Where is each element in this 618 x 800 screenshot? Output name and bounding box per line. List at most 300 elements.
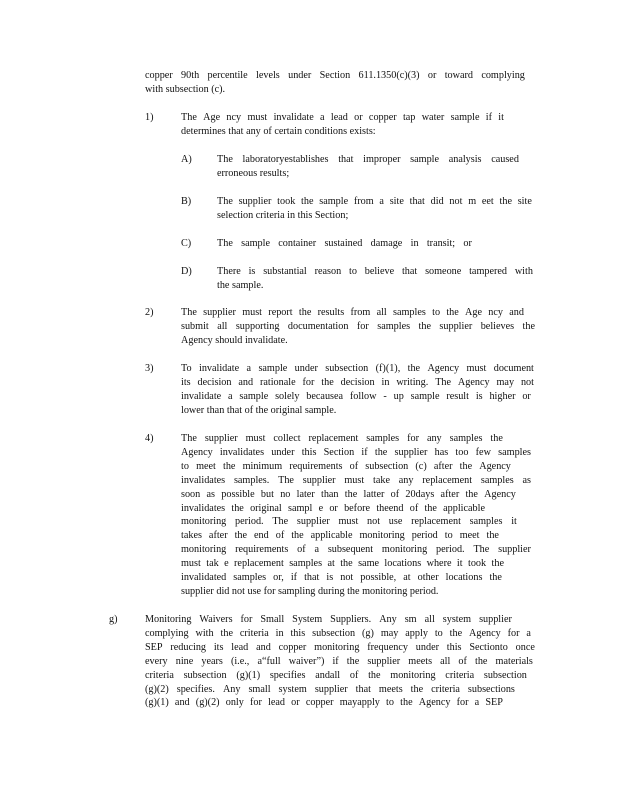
word: invalidated	[181, 572, 227, 584]
word: small	[248, 683, 271, 695]
word: a“full	[257, 655, 281, 667]
word: that	[304, 572, 320, 584]
word: that	[409, 196, 425, 207]
word: the	[499, 196, 512, 207]
word: to	[444, 530, 453, 542]
word: the	[301, 196, 314, 207]
word: and	[174, 697, 190, 709]
word: subsequent	[327, 544, 374, 556]
text-line	[181, 515, 517, 529]
word: (i.e.,	[230, 655, 250, 667]
word: (g)	[362, 627, 374, 639]
text-line	[217, 265, 533, 279]
word: supplier	[394, 446, 428, 458]
word: applicable	[443, 502, 485, 514]
word: that	[401, 266, 418, 277]
word: the	[220, 627, 233, 639]
item-4-text	[181, 432, 531, 599]
word: use	[388, 516, 403, 528]
word: up	[393, 390, 404, 402]
word: System	[292, 614, 323, 625]
text-line	[145, 655, 533, 669]
word: sample	[450, 112, 480, 123]
word: The	[181, 112, 197, 123]
word: nine	[175, 655, 194, 667]
word: supplier	[302, 474, 336, 486]
word: replacement	[411, 516, 461, 528]
word: the	[346, 655, 360, 667]
word: must	[245, 433, 266, 444]
word: invalidates	[219, 446, 265, 458]
word: and	[238, 376, 254, 388]
word: Section	[323, 446, 355, 458]
word: copper	[368, 112, 397, 123]
word: toward	[444, 70, 473, 81]
word: must	[466, 363, 487, 374]
word: result	[446, 390, 469, 402]
word: for	[240, 614, 253, 625]
word: writing.	[396, 376, 429, 388]
word: reducing	[170, 641, 207, 653]
word: monitoring	[359, 530, 405, 542]
word: tampered	[469, 266, 507, 277]
word: of	[297, 544, 306, 556]
word: samples	[393, 307, 426, 318]
word: where	[426, 558, 452, 570]
word: took	[467, 558, 487, 570]
word: subsections	[467, 683, 515, 695]
word: replacement	[234, 558, 284, 570]
word: site	[389, 196, 404, 207]
word: a	[379, 196, 384, 207]
word: solely	[275, 390, 300, 402]
text-line	[217, 237, 472, 251]
word: applicable	[310, 530, 353, 542]
word: the	[407, 363, 421, 374]
word: or	[522, 390, 531, 402]
word: samples	[366, 433, 400, 444]
item-1-marker: 1)	[145, 112, 154, 123]
word: documentation	[287, 320, 349, 332]
word: theend	[376, 502, 404, 514]
word: must	[181, 558, 201, 570]
word: levels	[256, 70, 280, 81]
word: possible	[221, 488, 255, 500]
word: not	[367, 516, 381, 528]
word: document	[493, 363, 534, 374]
word: the	[486, 530, 499, 542]
text-line	[181, 376, 534, 390]
word: latter	[363, 488, 385, 500]
word: sample	[319, 196, 349, 207]
word: meets	[378, 683, 403, 695]
word: the	[340, 558, 353, 570]
word: supporting	[235, 320, 280, 332]
word: than	[320, 488, 339, 500]
word: the	[446, 307, 459, 318]
word: supplier	[498, 544, 531, 556]
word: if	[332, 655, 339, 667]
word: subsection	[483, 669, 527, 681]
word: possible,	[360, 572, 397, 584]
word: of	[409, 502, 419, 514]
word: 20days	[405, 488, 435, 500]
word: of	[458, 655, 467, 667]
word: invalidate	[273, 112, 314, 123]
word: monitoring	[181, 516, 227, 528]
word: as	[206, 488, 215, 500]
word: 90th	[181, 70, 200, 81]
word: criteria	[445, 669, 475, 681]
word: locations	[445, 572, 483, 584]
text-line: erroneous results;	[217, 167, 290, 179]
word: sample	[241, 238, 270, 249]
word: period.	[235, 516, 264, 528]
word: is	[326, 572, 334, 584]
word: the	[291, 530, 304, 542]
word: replacement	[422, 474, 473, 486]
word: period.	[436, 544, 465, 556]
text-line	[181, 390, 531, 404]
word: or	[354, 112, 363, 123]
text-line: determines that any of certain conditions exists:	[181, 125, 376, 137]
word: in	[410, 238, 419, 249]
text-line	[145, 627, 531, 641]
word: the	[374, 446, 388, 458]
word: Agency	[469, 627, 501, 639]
word: monitoring	[181, 544, 227, 556]
word: all	[217, 320, 228, 332]
word: invalidate	[198, 363, 240, 374]
word: samples	[498, 446, 531, 458]
text-line: Agency should invalidate.	[181, 334, 288, 346]
word: e	[224, 558, 229, 570]
word: caused	[491, 154, 519, 165]
item-3-marker: 3)	[145, 363, 154, 374]
word: Waivers	[199, 614, 233, 625]
word: the	[321, 376, 334, 388]
word: The	[272, 516, 289, 528]
word: Any	[222, 683, 241, 695]
subitem-c-marker: C)	[181, 238, 192, 249]
word: the	[491, 558, 504, 570]
word: damage	[370, 238, 403, 249]
word: under	[288, 70, 312, 81]
word: follow	[349, 390, 377, 402]
word: for	[507, 627, 520, 639]
text-line	[181, 320, 535, 334]
word: invalidates	[181, 502, 226, 514]
word: meet	[459, 530, 480, 542]
word: The	[181, 433, 197, 444]
word: specifies.	[176, 683, 215, 695]
word: the	[522, 320, 535, 332]
subitem-b-marker: B)	[181, 196, 192, 207]
word: Age	[465, 307, 483, 318]
word: other	[417, 572, 439, 584]
word: the	[449, 627, 463, 639]
text-line	[145, 613, 512, 627]
text-line	[181, 111, 504, 125]
word: took	[277, 196, 296, 207]
word: copper	[145, 70, 173, 81]
word: complying	[145, 627, 189, 639]
word: with	[195, 627, 214, 639]
word: waiver”)	[288, 655, 325, 667]
word: sample	[258, 363, 288, 374]
word: of	[349, 460, 359, 472]
word: supplier	[204, 433, 238, 444]
word: sample	[239, 390, 269, 402]
word: of	[349, 669, 359, 681]
word: requirements	[289, 460, 343, 472]
word: Any	[379, 614, 397, 625]
word: the	[368, 669, 381, 681]
word: 611.1350(c)(3)	[358, 70, 420, 81]
word: decision	[197, 376, 232, 388]
word: all	[376, 307, 387, 318]
word: to	[432, 307, 441, 318]
word: in	[381, 376, 390, 388]
word: system	[442, 614, 472, 625]
subitem-a-text	[217, 153, 519, 181]
text-line	[181, 446, 531, 460]
word: meets	[408, 655, 433, 667]
word: it	[511, 516, 517, 528]
word: sustained	[324, 238, 363, 249]
word: as	[522, 474, 531, 486]
word: SEP	[145, 641, 163, 653]
word: but	[260, 488, 274, 500]
word: a	[474, 697, 480, 709]
word: samples.	[233, 474, 270, 486]
word: not	[520, 376, 534, 388]
word: lead	[330, 112, 348, 123]
text-line	[145, 696, 503, 710]
word: system	[278, 683, 307, 695]
word: subsection	[325, 363, 369, 374]
text-line	[181, 571, 502, 585]
word: this	[301, 446, 317, 458]
text-line	[181, 488, 516, 502]
word: subsection	[365, 460, 409, 472]
item-g-text	[145, 613, 535, 710]
word: samples	[289, 558, 323, 570]
word: a	[526, 627, 531, 639]
word: same	[358, 558, 380, 570]
word: if	[485, 112, 492, 123]
word: invalidates	[181, 474, 226, 486]
word: is	[475, 390, 483, 402]
word: or,	[273, 572, 284, 584]
word: (c)	[415, 460, 427, 472]
word: the	[475, 655, 488, 667]
word: (g)(2)	[145, 683, 169, 695]
word: under	[271, 446, 295, 458]
word: must	[338, 516, 359, 528]
item-g-marker: g)	[109, 614, 118, 625]
word: Section	[319, 70, 351, 81]
text-line	[145, 69, 525, 83]
word: may	[496, 376, 515, 388]
word: that	[338, 154, 354, 165]
word: The	[435, 376, 452, 388]
word: sample	[410, 390, 440, 402]
word: SEP	[485, 697, 503, 709]
word: The	[217, 154, 233, 165]
word: copper	[305, 697, 334, 709]
word: tap	[402, 112, 416, 123]
word: To	[181, 363, 192, 374]
word: believes	[480, 320, 515, 332]
word: (g)(2)	[195, 697, 220, 709]
word: Agency	[457, 376, 490, 388]
word: The	[473, 544, 490, 556]
word: supplier	[367, 655, 401, 667]
word: submit	[181, 320, 209, 332]
word: all	[440, 655, 451, 667]
word: tak	[206, 558, 219, 570]
word: any	[398, 474, 414, 486]
word: sampl	[287, 502, 313, 514]
word: no	[280, 488, 291, 500]
word: water	[421, 112, 445, 123]
word: eet	[481, 196, 494, 207]
word: Age	[203, 112, 221, 123]
word: the	[344, 488, 358, 500]
word: subsection	[183, 669, 227, 681]
word: mayapply	[339, 697, 380, 709]
word: Agency	[484, 488, 516, 500]
word: end	[254, 530, 269, 542]
word: under	[415, 641, 439, 653]
word: later	[296, 488, 315, 500]
text-line	[145, 641, 535, 655]
word: supplier	[439, 320, 473, 332]
word: for	[456, 697, 469, 709]
word: The	[217, 238, 233, 249]
item-3-text	[181, 362, 534, 418]
word: the	[400, 697, 413, 709]
word: a	[228, 390, 233, 402]
word: supplier	[238, 196, 272, 207]
word: Sectionto	[469, 641, 508, 653]
word: reason	[314, 266, 342, 277]
word: substantial	[263, 266, 307, 277]
word: any	[426, 433, 442, 444]
word: becausea	[306, 390, 344, 402]
word: the	[234, 530, 248, 542]
word: transit;	[426, 238, 456, 249]
word: take	[373, 474, 390, 486]
text-line: with subsection (c).	[145, 83, 226, 95]
word: and	[509, 307, 524, 318]
word: supplier	[479, 614, 512, 625]
word: has	[434, 446, 449, 458]
word: The	[181, 307, 197, 318]
item-4-marker: 4)	[145, 433, 154, 444]
word: -	[383, 390, 387, 402]
word: not	[449, 196, 463, 207]
word: the	[231, 502, 244, 514]
word: lead	[231, 641, 249, 653]
word: laboratoryestablishes	[242, 154, 329, 165]
word: its	[181, 376, 191, 388]
word: to	[181, 460, 189, 472]
word: only	[225, 697, 244, 709]
word: ncy	[226, 112, 242, 123]
word: every	[145, 655, 168, 667]
word: Monitoring	[145, 614, 192, 625]
subitem-b-text	[217, 195, 532, 223]
word: ncy	[488, 307, 503, 318]
word: or	[463, 238, 472, 249]
word: The	[217, 196, 233, 207]
word: locations	[384, 558, 422, 570]
word: or	[427, 70, 437, 81]
word: a	[320, 112, 325, 123]
word: samples	[233, 572, 267, 584]
word: the	[489, 572, 502, 584]
word: believe	[364, 266, 395, 277]
word: higher	[489, 390, 516, 402]
word: subsection	[312, 627, 356, 639]
word: complying	[481, 70, 525, 81]
subitem-d-marker: D)	[181, 266, 192, 277]
word: samples	[449, 433, 483, 444]
text-line: the sample.	[217, 279, 264, 291]
word: decision	[340, 376, 375, 388]
text-line	[181, 362, 534, 376]
word: the	[298, 307, 312, 318]
word: this	[290, 627, 306, 639]
word: percentile	[207, 70, 248, 81]
word: rationale	[259, 376, 296, 388]
text-line	[145, 683, 515, 697]
word: supplier	[314, 683, 348, 695]
word: its	[213, 641, 224, 653]
word: or	[291, 697, 300, 709]
word: soon	[181, 488, 201, 500]
word: in	[275, 627, 284, 639]
word: under	[294, 363, 318, 374]
text-line	[145, 669, 527, 683]
word: requirements	[235, 544, 289, 556]
word: and	[256, 641, 271, 653]
word: frequency	[367, 641, 408, 653]
word: that	[355, 683, 371, 695]
word: sample	[410, 154, 440, 165]
word: the	[490, 433, 503, 444]
word: period	[411, 530, 438, 542]
word: supplier	[203, 307, 236, 318]
word: if	[361, 446, 368, 458]
subitem-a-marker: A)	[181, 154, 192, 165]
word: it	[498, 112, 504, 123]
word: monitoring	[314, 641, 360, 653]
text-line	[181, 529, 499, 543]
word: the	[424, 502, 437, 514]
word: someone	[425, 266, 462, 277]
word: criteria	[431, 683, 460, 695]
text-line	[217, 153, 519, 167]
intro-paragraph	[145, 69, 525, 97]
word: the	[223, 460, 236, 472]
word: (g)(1)	[145, 697, 169, 709]
word: years	[201, 655, 223, 667]
word: improper	[363, 154, 401, 165]
word: criteria	[145, 669, 174, 681]
